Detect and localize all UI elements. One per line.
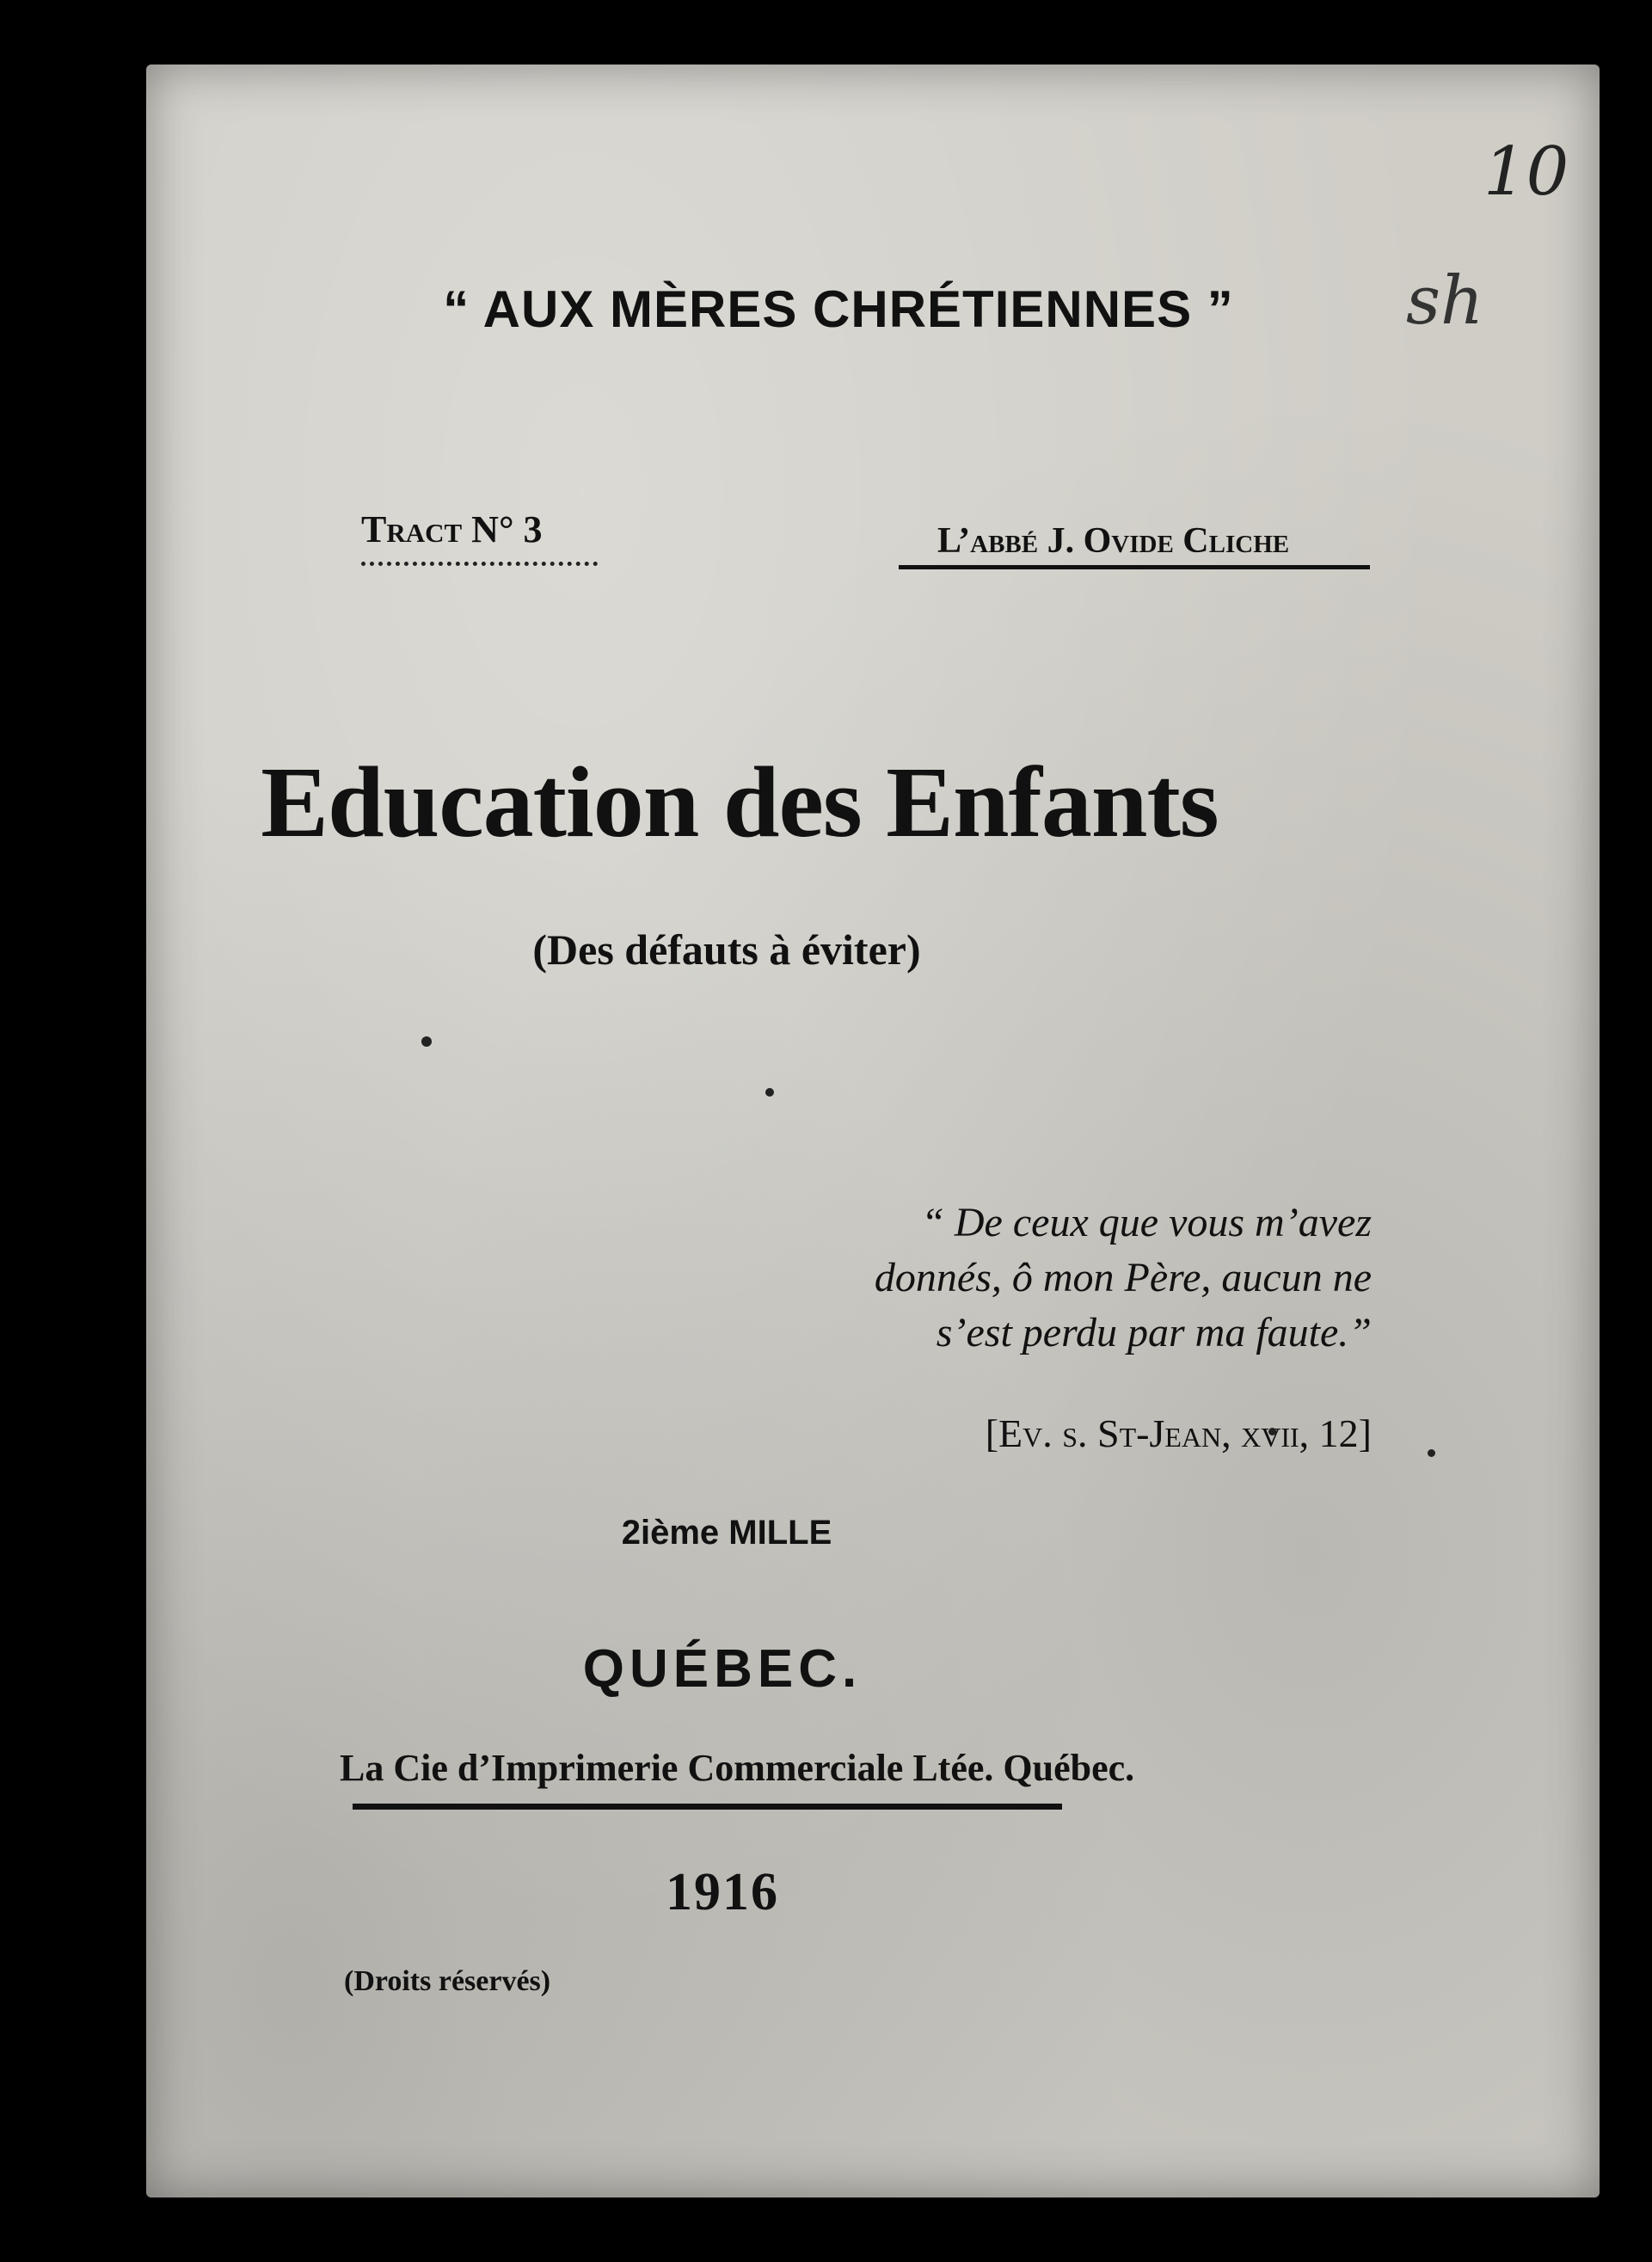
- epigraph-line: s’est perdu par ma faute.”: [936, 1310, 1372, 1355]
- series-title: “ AUX MÈRES CHRÉTIENNES ”: [443, 280, 1234, 338]
- ink-speck: [421, 1036, 432, 1047]
- tract-number: Tract N° 3: [361, 508, 543, 550]
- edition-note: 2ième MILLE: [621, 1514, 832, 1552]
- handwritten-page-number: 10: [1483, 133, 1569, 211]
- ink-speck: [765, 1088, 774, 1097]
- epigraph-line: “ De ceux que vous m’avez: [921, 1200, 1372, 1245]
- tract-underline: [361, 562, 598, 566]
- epigraph-line: donnés, ô mon Père, aucun ne: [874, 1255, 1372, 1300]
- printer-underline: [353, 1804, 1062, 1810]
- author-underline: [899, 565, 1370, 569]
- publication-year: 1916: [666, 1863, 779, 1921]
- document-title: Education des Enfants: [261, 746, 1219, 858]
- handwritten-mark: sh: [1406, 262, 1484, 340]
- document-subtitle: (Des défauts à éviter): [532, 925, 921, 974]
- epigraph-quote: [770, 1196, 1372, 1361]
- ink-speck: [1428, 1449, 1435, 1457]
- printer-name: La Cie d’Imprimerie Commerciale Ltée. Québec.: [340, 1747, 1135, 1789]
- rights-notice: (Droits réservés): [344, 1965, 551, 1997]
- publication-place: QUÉBEC.: [582, 1639, 863, 1699]
- author-name: L’abbé J. Ovide Cliche: [937, 521, 1290, 561]
- epigraph-reference: [Ev. s. St-Jean, xvii, 12]: [985, 1411, 1372, 1455]
- document-page: [146, 65, 1600, 2197]
